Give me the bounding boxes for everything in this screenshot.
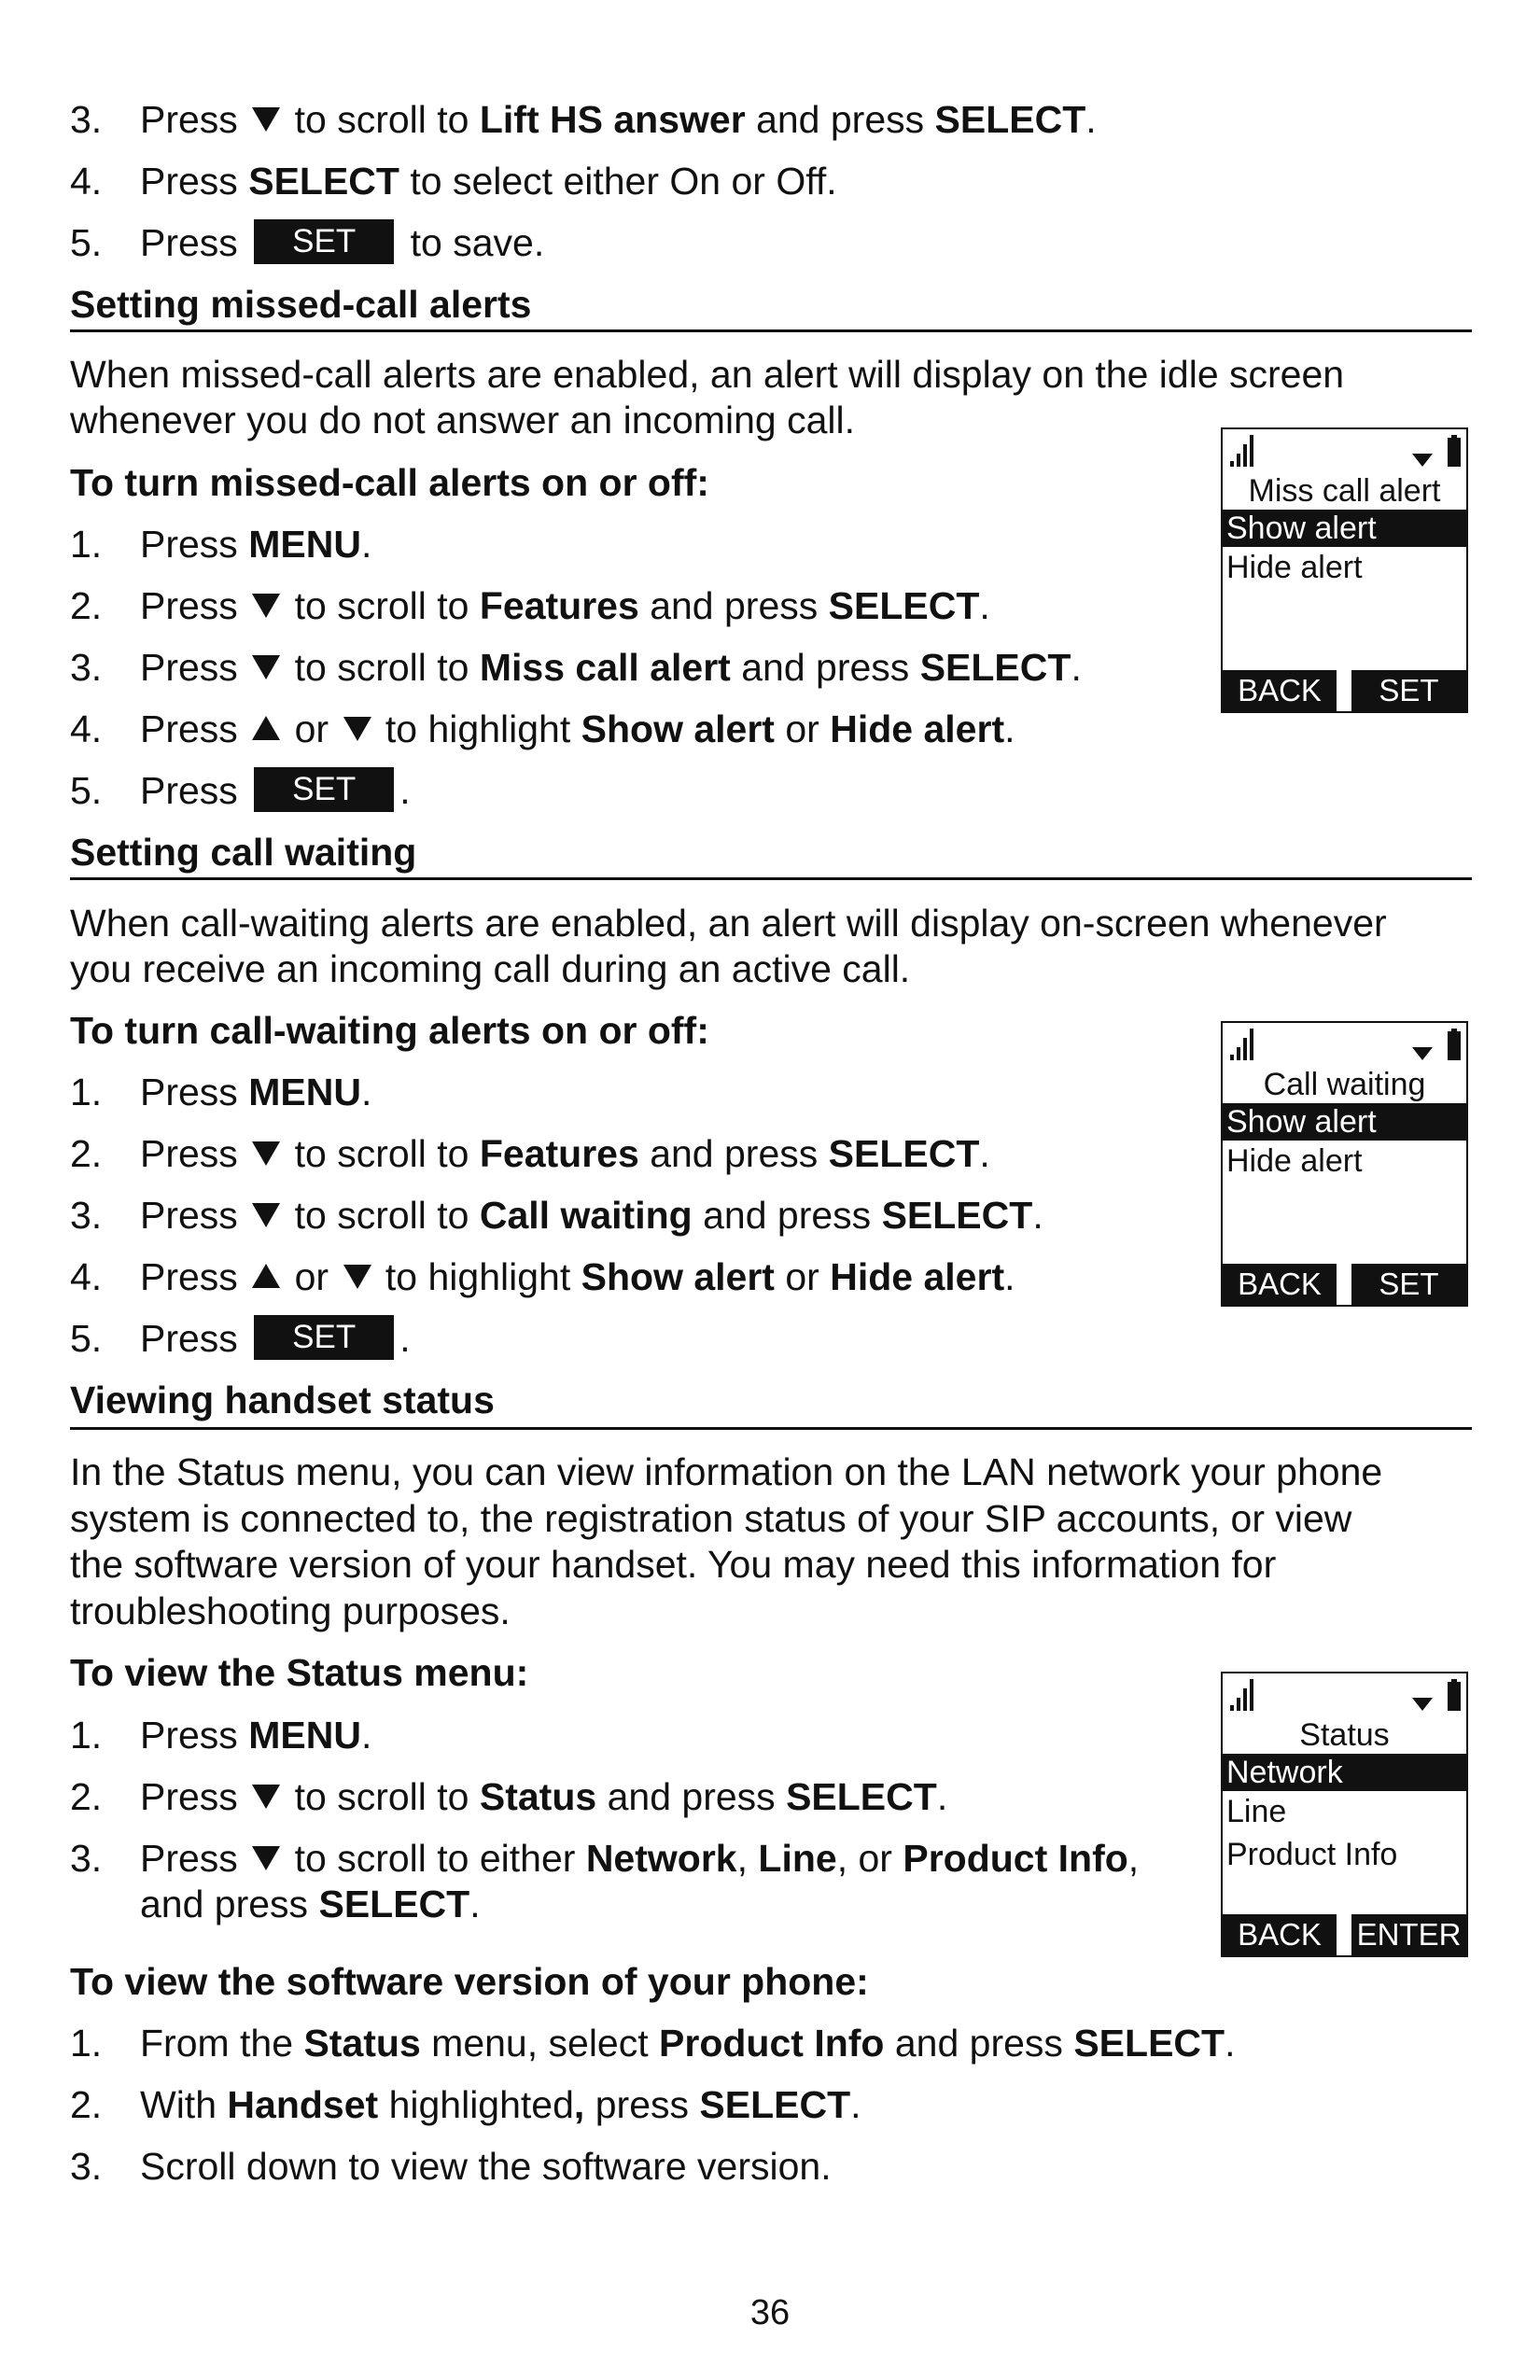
step-number: 1. — [70, 1714, 103, 1757]
section-heading-missed-call: Setting missed-call alerts — [70, 283, 532, 326]
step-scroll-features: Press to scroll to Features and press SELECT. — [140, 1132, 990, 1175]
menu-option-network[interactable]: Network — [1223, 1754, 1466, 1791]
step-number: 5. — [70, 221, 103, 264]
set-softkey[interactable]: SET — [1351, 1264, 1466, 1305]
battery-icon — [1448, 1679, 1461, 1711]
down-arrow-icon — [252, 107, 280, 132]
step-number: 3. — [70, 1837, 103, 1880]
step-number: 2. — [70, 1775, 103, 1818]
back-softkey[interactable]: BACK — [1223, 670, 1337, 711]
down-arrow-icon — [343, 717, 371, 741]
step-number: 2. — [70, 584, 103, 627]
step-number: 3. — [70, 1194, 103, 1237]
down-arrow-icon — [252, 1141, 280, 1166]
step-number: 2. — [70, 1132, 103, 1175]
paragraph-line: When missed-call alerts are enabled, an alert will display on the idle screen — [70, 353, 1345, 396]
enter-softkey[interactable]: ENTER — [1351, 1914, 1466, 1955]
down-arrow-icon — [252, 1203, 280, 1227]
step-scroll-call-waiting: Press to scroll to Call waiting and press SELECT. — [140, 1194, 1043, 1237]
menu-option-hide-alert[interactable]: Hide alert — [1226, 550, 1363, 585]
paragraph-line: When call-waiting alerts are enabled, an alert will display on-screen whenever — [70, 902, 1387, 945]
step-number: 3. — [70, 98, 103, 141]
step-number: 1. — [70, 2022, 103, 2065]
section-heading-call-waiting: Setting call waiting — [70, 831, 417, 874]
down-arrow-icon — [252, 655, 280, 679]
handset-screen-call-waiting — [1221, 1021, 1468, 1307]
step-handset-select: With Handset highlighted, press SELECT. — [140, 2083, 861, 2126]
step-number: 2. — [70, 2083, 103, 2126]
step-scroll-software-version: Scroll down to view the software version. — [140, 2145, 832, 2188]
signal-strength-icon — [1230, 1677, 1258, 1713]
handset-screen-status — [1221, 1672, 1468, 1957]
paragraph-line: you receive an incoming call during an active call. — [70, 947, 911, 990]
menu-option-show-alert[interactable]: Show alert — [1223, 510, 1466, 547]
step-number: 3. — [70, 2145, 103, 2188]
signal-strength-icon — [1230, 1027, 1258, 1062]
set-softkey[interactable]: SET — [1351, 670, 1466, 711]
subheading: To view the software version of your phone: — [70, 1960, 869, 2003]
subheading: To turn missed-call alerts on or off: — [70, 461, 709, 504]
step-press-menu: Press MENU. — [140, 1071, 372, 1113]
down-arrow-icon — [252, 594, 280, 618]
step-number: 1. — [70, 1071, 103, 1113]
up-arrow-icon — [252, 1264, 280, 1288]
subheading: To turn call-waiting alerts on or off: — [70, 1009, 709, 1052]
step-scroll-status: Press to scroll to Status and press SELECT. — [140, 1775, 948, 1818]
paragraph-line: troubleshooting purposes. — [70, 1589, 511, 1632]
step-number: 4. — [70, 160, 103, 203]
up-arrow-icon — [252, 716, 280, 740]
screen-title: Miss call alert — [1248, 473, 1441, 509]
scroll-indicator-icon — [1412, 1047, 1433, 1060]
signal-strength-icon — [1230, 433, 1258, 469]
subheading: To view the Status menu: — [70, 1651, 529, 1694]
step-set-save: Press SET to save. — [140, 221, 545, 264]
step-scroll-network-line-product: Press to scroll to either Network, Line, or Product Info, — [140, 1837, 1140, 1880]
menu-option-line[interactable]: Line — [1226, 1794, 1287, 1829]
step-press-menu: Press MENU. — [140, 523, 372, 566]
screen-title: Call waiting — [1263, 1067, 1426, 1102]
section-divider — [70, 329, 1472, 332]
section-heading-handset-status: Viewing handset status — [70, 1379, 495, 1421]
step-number: 3. — [70, 646, 103, 689]
step-number: 5. — [70, 769, 103, 812]
scroll-indicator-icon — [1412, 454, 1433, 467]
step-highlight-alert: Press or to highlight Show alert or Hide alert. — [140, 707, 1015, 750]
step-continuation: and press SELECT. — [140, 1883, 481, 1925]
set-key-icon: SET — [254, 767, 394, 812]
screen-title: Status — [1299, 1717, 1390, 1753]
battery-icon — [1448, 435, 1461, 467]
down-arrow-icon — [343, 1265, 371, 1289]
menu-option-hide-alert[interactable]: Hide alert — [1226, 1143, 1363, 1179]
back-softkey[interactable]: BACK — [1223, 1914, 1337, 1955]
menu-option-show-alert[interactable]: Show alert — [1223, 1103, 1466, 1141]
handset-screen-miss-call-alert — [1221, 427, 1468, 713]
set-key-icon: SET — [254, 219, 394, 264]
step-scroll-miss-call-alert: Press to scroll to Miss call alert and press SELECT. — [140, 646, 1082, 689]
step-scroll-features: Press to scroll to Features and press SELECT. — [140, 584, 990, 627]
down-arrow-icon — [252, 1785, 280, 1809]
step-select-on-off: Press SELECT to select either On or Off. — [140, 160, 837, 203]
step-number: 1. — [70, 523, 103, 566]
step-number: 5. — [70, 1317, 103, 1360]
set-key-icon: SET — [254, 1315, 394, 1360]
step-number: 4. — [70, 707, 103, 750]
paragraph-line: system is connected to, the registration status of your SIP accounts, or view — [70, 1497, 1352, 1540]
paragraph-line: the software version of your handset. You may need this information for — [70, 1543, 1277, 1586]
battery-icon — [1448, 1029, 1461, 1060]
down-arrow-icon — [252, 1846, 280, 1870]
paragraph-line: In the Status menu, you can view information on the LAN network your phone — [70, 1450, 1383, 1493]
step-press-set: Press SET . — [140, 769, 411, 812]
step-highlight-alert: Press or to highlight Show alert or Hide alert. — [140, 1255, 1015, 1298]
menu-option-product-info[interactable]: Product Info — [1226, 1837, 1398, 1872]
section-divider — [70, 877, 1472, 880]
back-softkey[interactable]: BACK — [1223, 1264, 1337, 1305]
step-select-product-info: From the Status menu, select Product Info and press SELECT. — [140, 2022, 1236, 2065]
step-number: 4. — [70, 1255, 103, 1298]
section-divider — [70, 1427, 1472, 1430]
page-number: 36 — [749, 2293, 791, 2332]
scroll-indicator-icon — [1412, 1698, 1433, 1711]
step-press-set: Press SET . — [140, 1317, 411, 1360]
paragraph-line: whenever you do not answer an incoming call. — [70, 399, 855, 441]
step-lift-hs-answer: Press to scroll to Lift HS answer and press SELECT. — [140, 98, 1097, 141]
step-press-menu: Press MENU. — [140, 1714, 372, 1757]
